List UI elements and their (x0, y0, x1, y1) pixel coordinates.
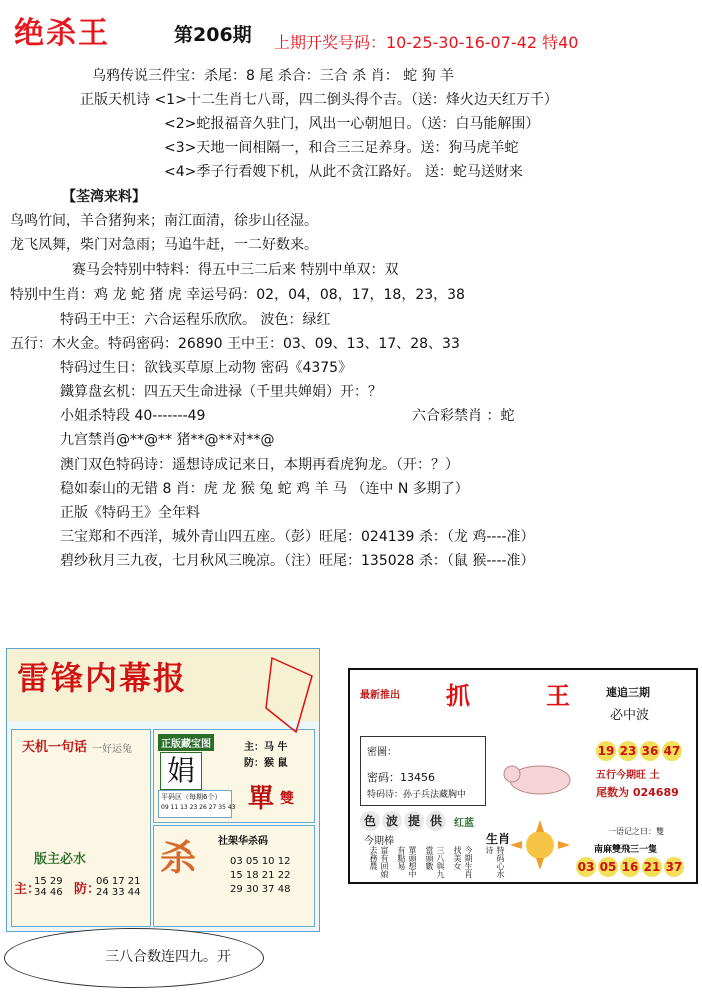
tail-numbers: 尾数为 024689 (596, 786, 679, 799)
zhua-title-left: 抓 (446, 681, 470, 710)
tianji-box (11, 729, 151, 927)
kill-row-3: 29 30 37 48 (230, 884, 291, 895)
ball: 05 (598, 857, 618, 877)
last-draw-numbers: 上期开奖号码：10-25-30-16-07-42 特40 (274, 33, 579, 52)
wave-tag: 红蓝 (454, 818, 474, 829)
code-box (360, 736, 486, 806)
speech-bubble (4, 928, 264, 988)
poem-col: 單頭想中有點易 (397, 846, 417, 878)
zhua-panel (348, 668, 698, 884)
page-title: 绝杀王 (14, 16, 110, 51)
ball: 23 (618, 741, 638, 761)
cangbao-title: 正版藏宝图 (158, 734, 214, 751)
streak-label: 連追三期 (606, 686, 650, 699)
line-shengri: 特码过生日：欲钱买草原上动物 密码《4375》 (60, 360, 353, 376)
special-poem: 特码诗：孙子兵法藏胸中 (367, 790, 467, 800)
shama-title: 社架华杀码 (218, 836, 268, 847)
pingma-title: 平码区（每期6个） (161, 793, 222, 801)
pingma-numbers: 09 11 13 23 26 27 35 43 (161, 804, 236, 811)
wave-char: 供 (426, 811, 446, 831)
poem-col: 富有回娘去務農 (369, 846, 389, 878)
line-saimahui: 赛马会特别中特料：得五中三二后来 特别中单双：双 (72, 262, 399, 278)
tianji-sub: 一好运兔 (92, 744, 132, 755)
shama-box (153, 825, 315, 927)
sha-big-char: 杀 (160, 837, 197, 879)
issue-number: 第206期 (174, 24, 252, 46)
cangbao-fang: 防：猴 鼠 (244, 758, 288, 769)
wave-char: 色 (360, 811, 380, 831)
line-jiugong: 九宫禁肖@**@** 猪**@**对**@ (60, 432, 275, 448)
top-balls (596, 740, 684, 761)
ball: 21 (642, 857, 662, 877)
ball: 37 (664, 857, 684, 877)
code-value: 密码：13456 (367, 771, 435, 784)
line-wuya: 乌鸦传说三件宝：杀尾：8 尾 杀合：三合 杀 肖： 蛇 狗 羊 (92, 68, 455, 84)
line-poem-3: <3>天地一间相隔一，和合三三足养身。送：狗马虎羊蛇 (164, 140, 519, 156)
fang-numbers: 06 17 21 24 33 44 (96, 876, 141, 898)
poem-col: 今期生肖找美女 (453, 846, 473, 878)
line-shengxiao: 特别中生肖：鸡 龙 蛇 猪 虎 幸运号码：02，04，08，17，18，23，38 (10, 287, 465, 303)
line-poem-4: <4>季子行看嫂下机，从此不贪江路好。 送：蛇马送财来 (164, 164, 523, 180)
sun-decoration (510, 820, 570, 870)
line-tiesuan: 鐵算盘玄机：四五天生命进禄（千里共婵娟）开：？ (60, 384, 382, 400)
cangbao-box (153, 729, 315, 823)
zhu-label: 主： (14, 882, 41, 897)
leifeng-title: 雷锋内幕报 (17, 659, 188, 697)
bottom-balls (576, 856, 686, 877)
line-bisha: 碧纱秋月三九夜，七月秋风三晚凉。（注）旺尾：135028 杀：（鼠 猴----准） (60, 553, 535, 569)
bubble-text: 三八合数连四九。开 (105, 949, 231, 965)
wave-chars (360, 810, 448, 831)
line-xiaojie: 小姐杀特段 40-------49 (60, 408, 206, 424)
line-longfei: 龙飞凤舞，柴门对急雨；马追牛赶，一二好数来。 (10, 237, 318, 253)
shengxiao-label: 生肖 (486, 832, 511, 846)
poem-col: 三八與九當頭數 (425, 846, 445, 878)
ball: 16 (620, 857, 640, 877)
side-poem: 特码心水诗 (485, 846, 505, 878)
cangbao-char: 娟 (160, 752, 202, 790)
ball: 47 (662, 741, 682, 761)
ball: 36 (640, 741, 660, 761)
tianji-title: 天机一句话 (22, 740, 88, 755)
line-poem-2: <2>蛇报福音久驻门，风出一心朝旭日。（送：白马能解围） (164, 116, 540, 132)
kill-row-1: 03 05 10 12 (230, 856, 291, 867)
single-char: 單 (248, 784, 275, 814)
hidden-label: 密圖： (367, 747, 397, 758)
kill-row-2: 15 18 21 22 (230, 870, 291, 881)
pingma-box (158, 790, 236, 818)
note-line-2: 南麻雙飛三一隻 (594, 845, 658, 855)
line-niaoming: 鸟鸣竹间，羊合猪狗来；南江面清，徐步山径湿。 (10, 213, 318, 229)
pig-illustration (490, 744, 590, 804)
red-diamond-decoration (262, 648, 322, 738)
line-zhengban: 正版《特码王》全年料 (60, 505, 200, 521)
double-char: 雙 (280, 791, 294, 807)
zhu-numbers: 15 29 34 46 (34, 876, 63, 898)
cangbao-zhu: 主：马 牛 (244, 742, 288, 753)
ball: 03 (576, 857, 596, 877)
column-header: 今期棒 (364, 836, 394, 847)
line-aomen: 澳门双色特码诗：遥想诗成记来日，本期再看虎狗龙。（开：？） (60, 457, 459, 473)
line-liuhe-jinxiao: 六合彩禁肖 ：蛇 (412, 408, 515, 424)
line-wencuo: 稳如泰山的无错 8 肖：虎 龙 猴 兔 蛇 鸡 羊 马 （连中 N 多期了） (60, 481, 469, 497)
banzhu-label: 版主必水 (34, 852, 87, 867)
wave-char: 波 (382, 811, 402, 831)
line-poem-1: 正版天机诗 <1>十二生肖七八哥，四二倒头得个吉。（送：烽火边天红万千） (80, 92, 558, 108)
ball: 19 (596, 741, 616, 761)
note-line: 一语记之曰：雙 (608, 827, 664, 836)
line-wuxing: 五行：木火金。特码密码：26890 王中王：03、09、13、17、28、33 (10, 336, 460, 352)
line-sanbao: 三宝郑和不西洋，城外青山四五座。（彭）旺尾：024139 杀：（龙 鸡----准） (60, 529, 535, 545)
must-wave: 必中波 (610, 708, 650, 723)
fang-label: 防： (74, 882, 101, 897)
section-quanwan: 【荃湾来料】 (62, 189, 146, 205)
five-elements: 五行今期旺 土 (596, 770, 660, 781)
wave-char: 提 (404, 811, 424, 831)
zhua-latest: 最新推出 (360, 690, 400, 701)
line-temawang: 特码王中王：六合运程乐欣欣。 波色：绿红 (60, 312, 331, 328)
zhua-title-right: 王 (546, 681, 570, 710)
